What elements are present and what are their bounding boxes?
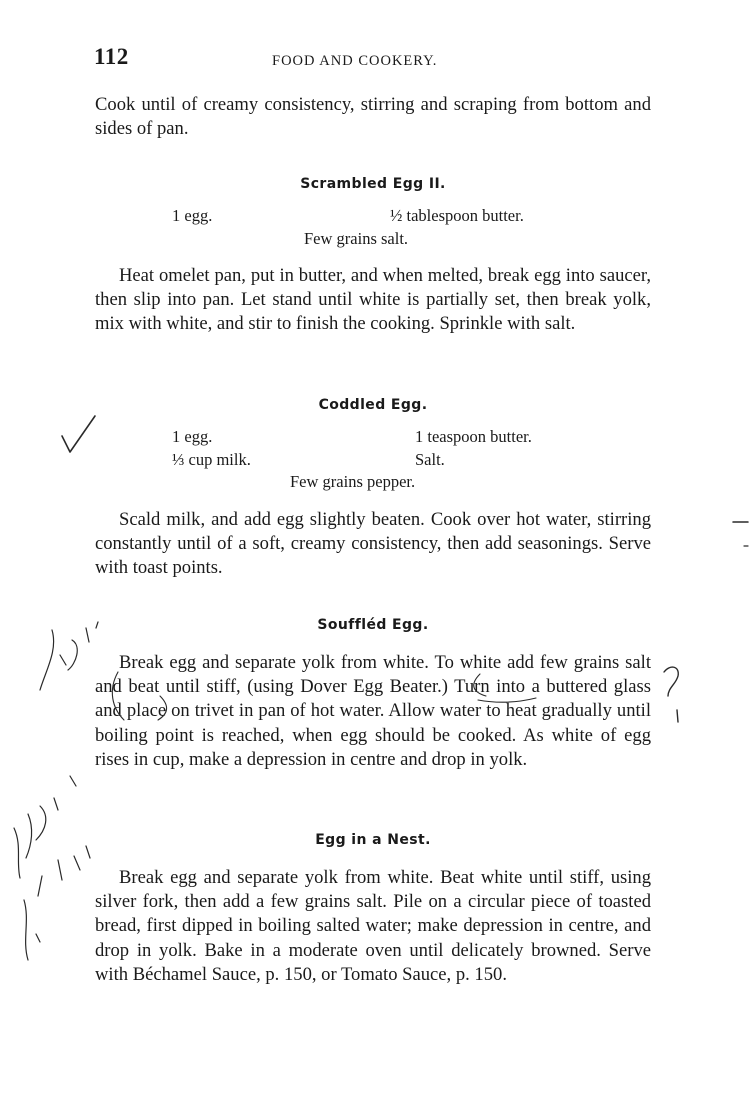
intro-paragraph: Cook until of creamy consistency, stirring and scraping from bottom and sides of pan. — [95, 94, 651, 140]
right-margin-tick — [677, 710, 678, 722]
ingredient-egg: 1 egg. — [172, 427, 213, 446]
ingredient-salt: Salt. — [415, 450, 445, 469]
left-margin-scribble — [40, 622, 98, 690]
ingredient-butter: 1 teaspoon butter. — [415, 427, 532, 446]
ingredient-milk: ⅓ cup milk. — [172, 450, 251, 469]
recipe-method-coddled-egg: Scald milk, and add egg slightly beaten. Cook over hot water, stirring constantly until of a soft, creamy consistency, then add seasonings. Serve with toast points. — [95, 509, 651, 579]
check-mark-icon — [62, 416, 95, 452]
running-title: FOOD AND COOKERY. — [272, 53, 438, 69]
recipe-title-souffled-egg: Souffléd Egg. — [317, 617, 429, 633]
left-margin-scribble — [24, 846, 90, 960]
parenthesis-mark-icon — [158, 696, 167, 720]
ingredient-butter: ½ tablespoon butter. — [390, 206, 524, 225]
left-margin-scribble — [14, 776, 76, 878]
ingredient-salt: Few grains salt. — [304, 229, 409, 248]
page-number: 112 — [94, 44, 129, 69]
ingredient-egg: 1 egg. — [172, 206, 213, 225]
underline-mark-icon — [478, 698, 536, 702]
ingredient-pepper: Few grains pepper. — [290, 472, 416, 491]
recipe-title-scrambled-egg: Scrambled Egg II. — [300, 176, 446, 192]
recipe-method-souffled-egg: Break egg and separate yolk from white. To white add few grains salt and beat until stiff, (using Dover Egg Beater.) Turn into a buttered glass and place on trivet in pan of hot water. Allow water to heat gradually until boiling point is reached, when egg should be cooked. As white of egg rises in cup, make a depression in centre and drop in yolk. — [95, 652, 651, 770]
right-margin-question-mark-icon — [664, 667, 678, 696]
recipe-title-egg-in-nest: Egg in a Nest. — [315, 832, 431, 848]
recipe-method-egg-in-nest: Break egg and separate yolk from white. Beat white until stiff, using silver fork, then add a few grains salt. Pile on a circular piece of toasted bread, first dipped in boiling salted water; make depression in centre, and drop in yolk. Bake in a moderate oven until delicately browned. Serve with Béchamel Sauce, p. 150, or Tomato Sauce, p. 150. — [95, 867, 651, 985]
recipe-title-coddled-egg: Coddled Egg. — [318, 397, 428, 413]
parenthesis-mark-icon — [474, 674, 486, 696]
recipe-method-scrambled-egg: Heat omelet pan, put in butter, and when melted, break egg into saucer, then slip into pan. Let stand until white is partially set, then break yolk, mix with white, and stir to finish the cooking. Sprinkle with salt. — [95, 265, 651, 335]
parenthesis-mark-icon — [112, 672, 124, 720]
